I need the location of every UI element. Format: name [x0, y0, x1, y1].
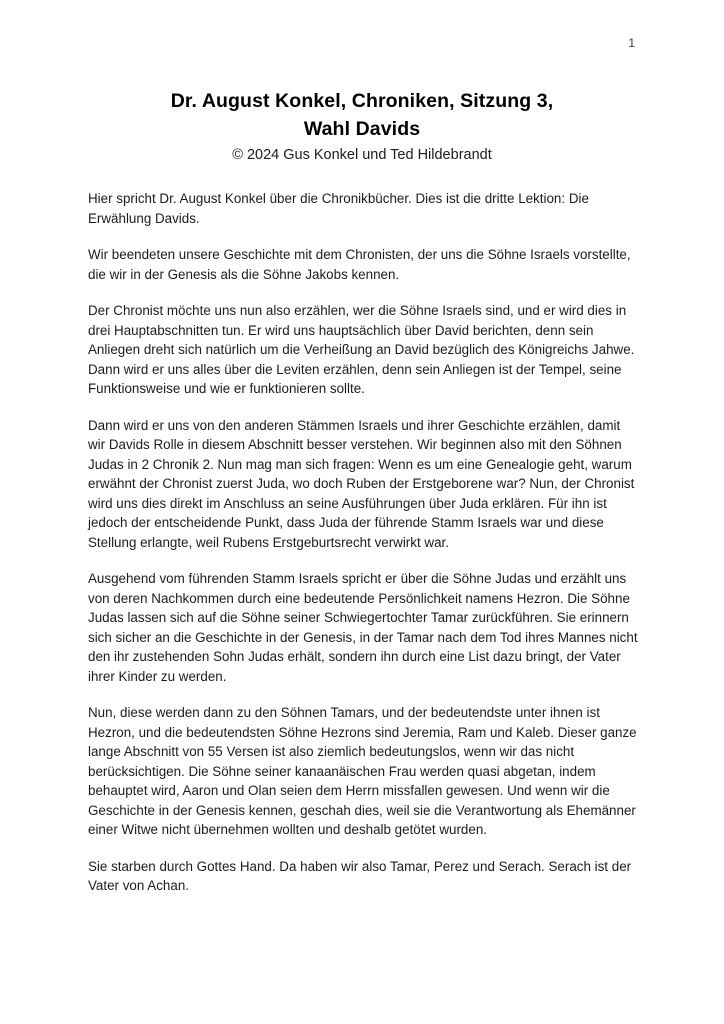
- paragraph: Ausgehend vom führenden Stamm Israels spricht er über die Söhne Judas und erzählt uns von deren Nachkommen durch eine bedeutende Persönlichkeit namens Hezron. Die Söhne Judas lassen sich auf die Söhne seiner Schwiegertochter Tamar zurückführen. Sie erinnern sich sicher an die Geschichte in der Genesis, in der Tamar nach dem Tod ihres Mannes nicht den ihr zustehenden Sohn Judas erhält, sondern ihn durch eine List dazu bringt, der Vater ihrer Kinder zu werden.: [88, 571, 638, 684]
- document-body: [88, 189, 638, 896]
- paragraph: Sie starben durch Gottes Hand. Da haben wir also Tamar, Perez und Serach. Serach ist der Vater von Achan.: [88, 858, 632, 893]
- title-line-1: Dr. August Konkel, Chroniken, Sitzung 3,: [170, 90, 554, 112]
- paragraph: Der Chronist möchte uns nun also erzählen, wer die Söhne Israels sind, und er wird dies in drei Hauptabschnitten tun. Er wird uns hauptsächlich über David berichten, denn sein Anliegen dreht sich natürlich um die Verheißung an David bezüglich des Königreichs Jahwe. Dann wird er uns alles über die Leviten erzählen, denn sein Anliegen ist der Tempel, seine Funktionsweise und wie er funktionieren sollte.: [88, 303, 635, 396]
- copyright-line: © 2024 Gus Konkel und Ted Hildebrandt: [232, 147, 492, 163]
- paragraph: Dann wird er uns von den anderen Stämmen Israels und ihrer Geschichte erzählen, damit wir Davids Rolle in diesem Abschnitt besser verstehen. Wir beginnen also mit den Söhnen Judas in 2 Chronik 2. Nun mag man sich fragen: Wenn es um eine Genealogie geht, warum erwähnt der Chronist zuerst Juda, wo doch Ruben der Erstgeborene war? Nun, der Chronist wird uns dies direkt im Anschluss an seine Ausführungen über Juda erklären. Für ihn ist jedoch der entscheidende Punkt, dass Juda der führende Stamm Israels war und diese Stellung erlangte, weil Rubens Erstgeburtsrecht verwirkt war.: [88, 417, 635, 550]
- paragraph: Nun, diese werden dann zu den Söhnen Tamars, und der bedeutendste unter ihnen ist Hezron, und die bedeutendsten Söhne Hezrons sind Jeremia, Ram und Kaleb. Dieser ganze lange Abschnitt von 55 Versen ist also ziemlich bedeutungslos, wenn wir das nicht berücksichtigen. Die Söhne seiner kanaanäischen Frau werden quasi abgetan, indem behauptet wird, Aaron und Olan seien dem Herrn missfallen gewesen. Und wenn wir die Geschichte in der Genesis kennen, geschah dies, weil sie die Verantwortung als Ehemänner einer Witwe nicht übernehmen wollten und deshalb getötet wurden.: [88, 705, 637, 837]
- paragraph: Wir beendeten unsere Geschichte mit dem Chronisten, der uns die Söhne Israels vorstellte, die wir in der Genesis als die Söhne Jakobs kennen.: [88, 247, 631, 282]
- page-number: 1: [628, 36, 635, 50]
- document-title: [0, 0, 724, 143]
- title-line-2: Wahl Davids: [303, 118, 421, 140]
- paragraph: Hier spricht Dr. August Konkel über die Chronikbücher. Dies ist die dritte Lektion: Die Erwählung Davids.: [88, 191, 589, 226]
